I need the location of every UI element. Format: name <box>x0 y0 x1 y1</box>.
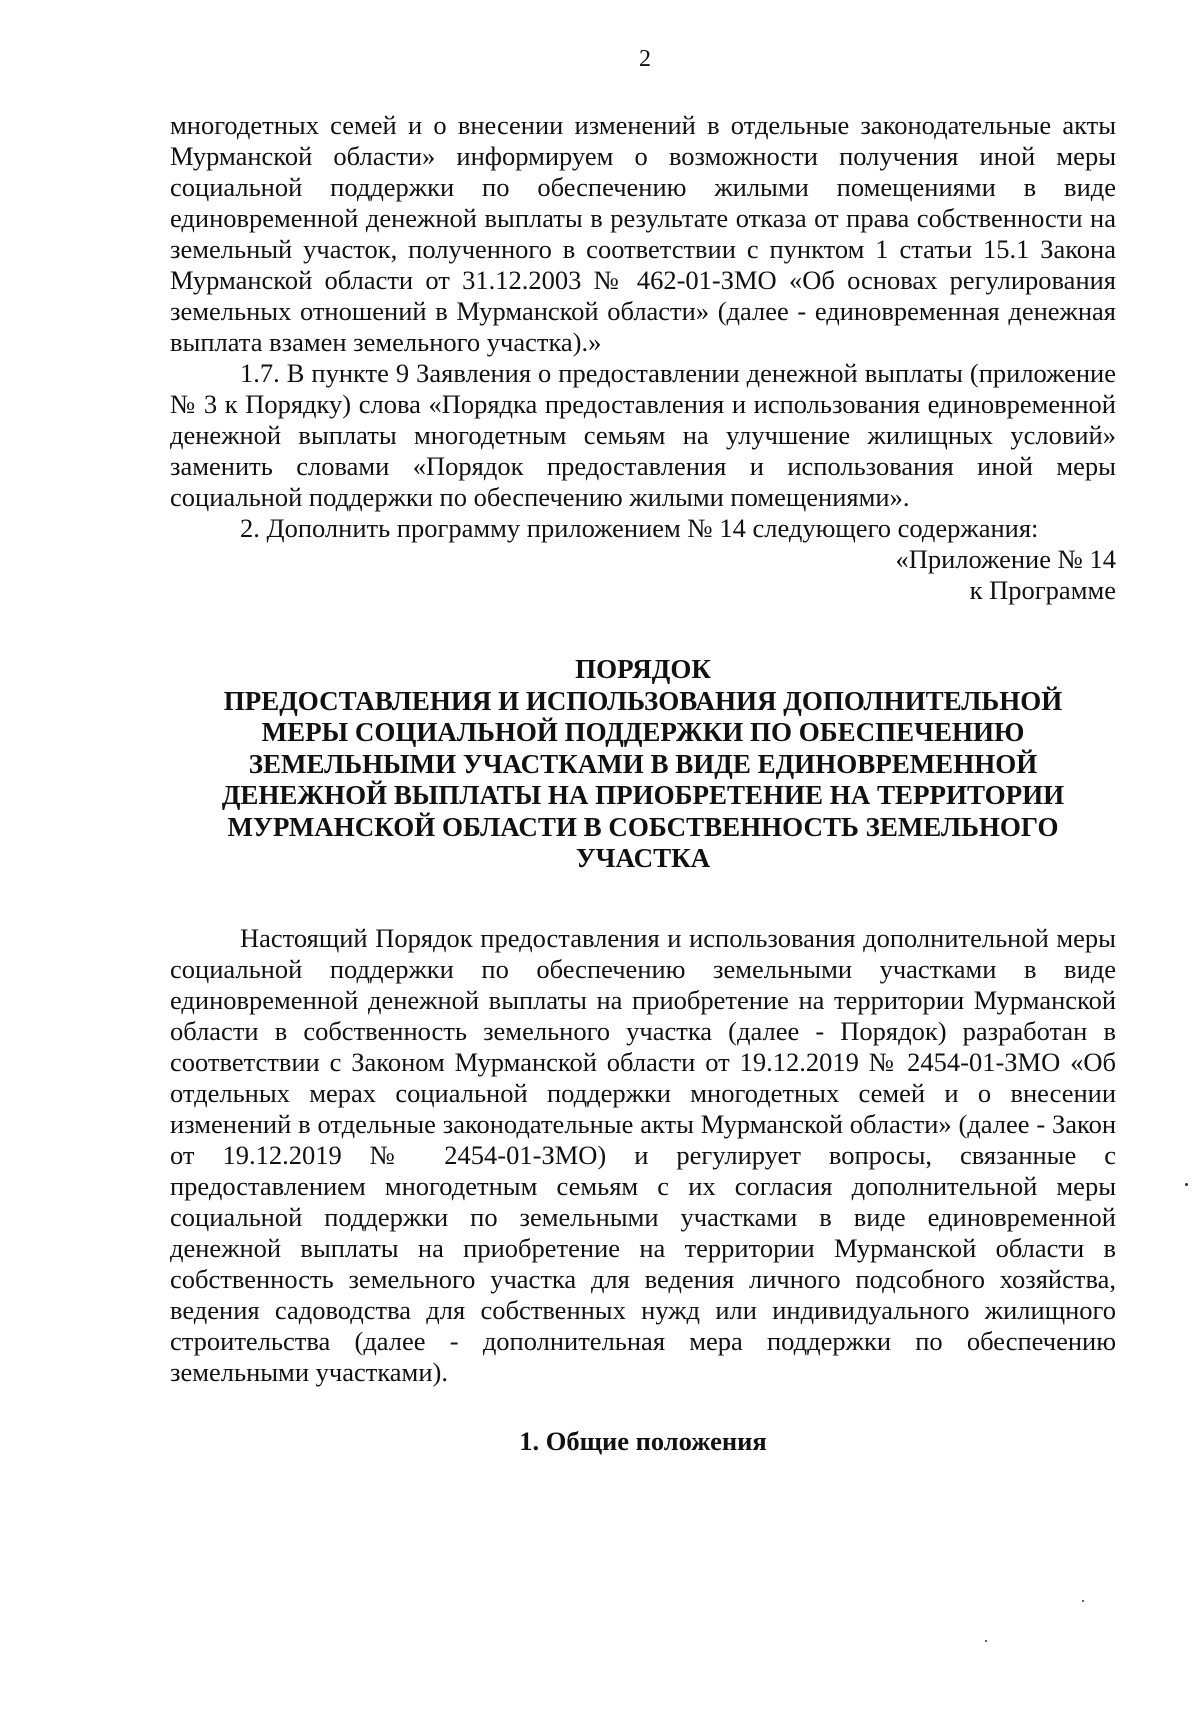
title-line-7: УЧАСТКА <box>575 843 711 873</box>
page-number: 2 <box>639 46 651 72</box>
continuation-paragraph: многодетных семей и о внесении изменений в отдельные законодательные акты Мурманской области» информируем о возможности получения иной меры социальной поддержки по обеспечению жилыми помещениями в виде единовременной денежной выплаты в результате отказа от права собственности на земельный участок, полученного в соответствии с пунктом 1 статьи 15.1 Закона Мурманской области от 31.12.2003 № 462-01-ЗМО «Об основах регулирования земельных отношений в Мурманской области» (далее - единовременная денежная выплата взамен земельного участка).» <box>170 110 1116 357</box>
intro-paragraph: Настоящий Порядок предоставления и использования дополнительной меры социальной поддержки по обеспечению земельными участками в виде единовременной денежной выплаты на приобретение на территории Мурманской области в собственность земельного участка (далее - Порядок) разработан в соответствии с Законом Мурманской области от 19.12.2019 № 2454-01-ЗМО «Об отдельных мерах социальной поддержки многодетных семей и о внесении изменений в отдельные законодательные акты Мурманской области» (далее - Закон от 19.12.2019 № 2454-01-ЗМО) и регулирует вопросы, связанные с предоставлением многодетным семьям с их согласия дополнительной меры социальной поддержки по земельными участками в виде единовременной денежной выплаты на приобретение на территории Мурманской области в собственность земельного участка для ведения личного подсобного хозяйства, ведения садоводства для собственных нужд или индивидуального жилищного строительства (далее - дополнительная мера поддержки по обеспечению земельными участками). <box>170 922 1116 1387</box>
scan-speck <box>985 1640 987 1642</box>
appendix-label-line2: к Программе <box>969 575 1116 605</box>
document-body <box>170 110 1116 1457</box>
scan-speck <box>1185 1183 1188 1186</box>
title-line-6: МУРМАНСКОЙ ОБЛАСТИ В СОБСТВЕННОСТЬ ЗЕМЕЛЬНОГО <box>227 811 1059 842</box>
title-line-5: ДЕНЕЖНОЙ ВЫПЛАТЫ НА ПРИОБРЕТЕНИЕ НА ТЕРРИТОРИИ <box>221 780 1065 810</box>
title-line-3: МЕРЫ СОЦИАЛЬНОЙ ПОДДЕРЖКИ ПО ОБЕСПЕЧЕНИЮ <box>261 717 1025 747</box>
item-1-7-paragraph: 1.7. В пункте 9 Заявления о предоставлении денежной выплаты (приложение № 3 к Порядку) слова «Порядка предоставления и использования единовременной денежной выплаты многодетным семьям на улучшение жилищных условий» заменить словами «Порядок предоставления и использования иной меры социальной поддержки по обеспечению жилыми помещениями». <box>170 358 1116 512</box>
title-line-4: ЗЕМЕЛЬНЫМИ УЧАСТКАМИ В ВИДЕ ЕДИНОВРЕМЕННОЙ <box>248 748 1038 779</box>
document-title <box>170 654 1116 875</box>
title-line-2: ПРЕДОСТАВЛЕНИЯ И ИСПОЛЬЗОВАНИЯ ДОПОЛНИТЕЛЬНОЙ <box>223 685 1063 716</box>
section-1-heading: 1. Общие положения <box>519 1425 767 1456</box>
scan-speck <box>1082 1600 1084 1602</box>
appendix-label-line1: «Приложение № 14 <box>895 544 1116 574</box>
title-line-1: ПОРЯДОК <box>575 654 711 684</box>
item-2-paragraph: 2. Дополнить программу приложением № 14 следующего содержания: <box>240 513 1039 543</box>
